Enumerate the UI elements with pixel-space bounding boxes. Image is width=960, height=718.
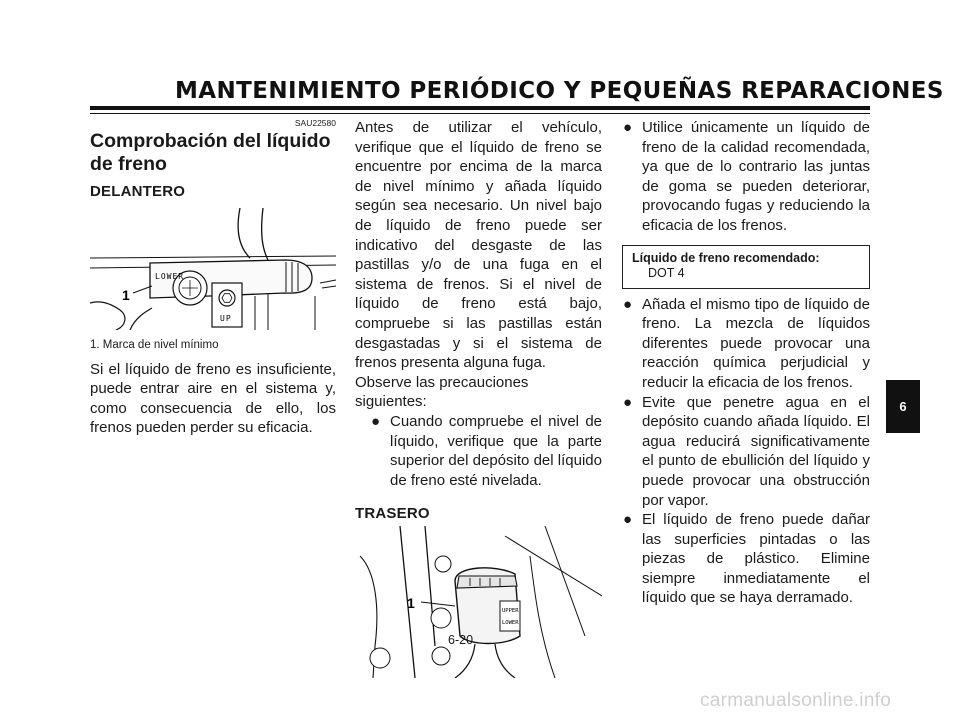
section-title: Comprobación del líquido de freno: [90, 130, 331, 175]
bullet-dot: ●: [623, 295, 633, 313]
bullet-dot: ●: [623, 119, 633, 136]
list-item: [622, 393, 870, 511]
chapter-tab: 6: [886, 380, 920, 433]
front-figure-callout: 1: [122, 286, 130, 303]
figure-caption: 1. Marca de nivel mínimo: [90, 338, 219, 351]
bullet-text: El líquido de freno puede dañar las superficies pintadas o las piezas de plástico. Elimine siempre inmediatamente el líquido que se haya derramado.: [642, 511, 870, 607]
watermark: carmanualsonline.info: [700, 690, 892, 711]
precautions-list: [370, 412, 602, 490]
header-rule-thick: [90, 106, 870, 110]
list-item: [370, 412, 602, 490]
paragraph-check-level: Antes de utilizar el vehículo, verifique que el líquido de freno se encuentre por encima de la marca de nivel mínimo y añada líquido según sea necesario. Un nivel bajo de líquido de freno puede ser indicativo del desgaste de las pastillas y/o de una fuga en el sistema de frenos. Si el nivel de líquido de freno está bajo, compruebe si las pastillas están desgastadas y si el sistema de frenos presenta alguna fuga.: [355, 119, 602, 372]
rear-figure-lower-label: LOWER: [502, 619, 519, 626]
rear-figure-upper-label: UPPER: [502, 607, 519, 614]
page-number: 6-20: [448, 633, 474, 647]
bullet-text: Cuando compruebe el nivel de líquido, verifique que la parte superior del depósito del líquido de freno esté nivelada.: [390, 412, 602, 489]
section-code: SAU22580: [294, 118, 336, 128]
front-figure-up-label: UP: [220, 313, 232, 323]
brake-fluid-tips-list-1: [622, 118, 870, 236]
page-header-title: MANTENIMIENTO PERIÓDICO Y PEQUEÑAS REPARACIONES: [175, 78, 944, 104]
bullet-dot: ●: [623, 393, 633, 411]
front-reservoir-figure: [90, 208, 336, 330]
header-rule-thin: [90, 113, 870, 114]
bullet-text: Evite que penetre agua en el depósito cuando añada líquido. El agua reducirá significativamente el punto de ebullición del líquido y puede provocar una obstrucción por vapor.: [642, 393, 870, 509]
subhead-front: DELANTERO: [90, 183, 186, 200]
subhead-rear: TRASERO: [355, 505, 430, 523]
list-item: [622, 510, 870, 608]
column-right: [622, 118, 870, 608]
brake-fluid-tips-list-2: [622, 295, 870, 609]
list-item: [622, 295, 870, 393]
bullet-text: Utilice únicamente un líquido de freno de la calidad recomendada, ya que de lo contrario las juntas de goma se pueden deteriorar, provocando fugas y reduciendo la eficacia de los frenos.: [642, 119, 870, 234]
column-left: [90, 118, 336, 438]
bullet-text: Añada el mismo tipo de líquido de freno. La mezcla de líquidos diferentes puede provocar una reacción química perjudicial y reducir la eficacia de los frenos.: [642, 295, 870, 391]
bullet-dot: ●: [371, 412, 381, 430]
spec-value: DOT 4: [648, 265, 685, 280]
precautions-intro: Observe las precauciones siguientes:: [355, 373, 529, 411]
rear-reservoir-figure: [355, 526, 602, 678]
paragraph-insufficient-fluid: Si el líquido de freno es insuficiente, puede entrar aire en el sistema y, como consecuencia de ello, los frenos pueden perder su eficacia.: [90, 360, 336, 437]
rear-figure-callout: 1: [407, 594, 415, 611]
recommended-fluid-box: [622, 245, 870, 289]
bullet-dot: ●: [623, 511, 633, 529]
column-middle: [355, 118, 602, 678]
front-figure-lower-label: LOWER: [155, 271, 185, 281]
list-item: [622, 118, 870, 236]
spec-label: Líquido de freno recomendado:: [632, 250, 820, 265]
